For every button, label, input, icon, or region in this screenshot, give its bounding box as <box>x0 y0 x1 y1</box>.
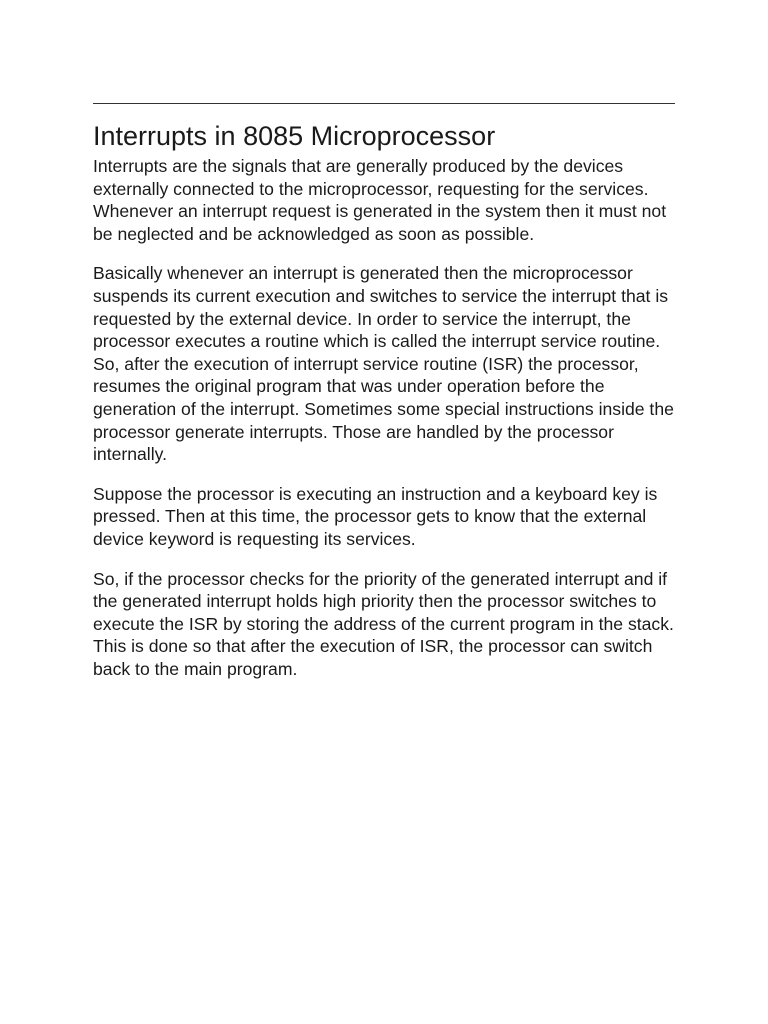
document-body <box>93 155 675 697</box>
paragraph-4: So, if the processor checks for the priority of the generated interrupt and if the generated interrupt holds high priority then the processor switches to execute the ISR by storing the address of the current program in the stack. This is done so that after the execution of ISR, the processor can switch back to the main program. <box>93 568 674 679</box>
paragraph-3: Suppose the processor is executing an instruction and a keyboard key is pressed. Then at this time, the processor gets to know that the external device keyword is requesting its services. <box>93 483 658 549</box>
paragraph-2: Basically whenever an interrupt is generated then the microprocessor suspends its current execution and switches to service the interrupt that is requested by the external device. In order to service the interrupt, the processor executes a routine which is called the interrupt service routine. So, after the execution of interrupt service routine (ISR) the processor, resumes the original program that was under operation before the generation of the interrupt. Sometimes some special instructions inside the processor generate interrupts. Those are handled by the processor internally. <box>93 263 674 465</box>
page-title: Interrupts in 8085 Microprocessor <box>93 121 496 151</box>
paragraph-1: Interrupts are the signals that are generally produced by the devices externally connected to the microprocessor, requesting for the services. Whenever an interrupt request is generated in the system then it must not be neglected and be acknowledged as soon as possible. <box>93 156 667 244</box>
top-divider <box>93 103 675 104</box>
